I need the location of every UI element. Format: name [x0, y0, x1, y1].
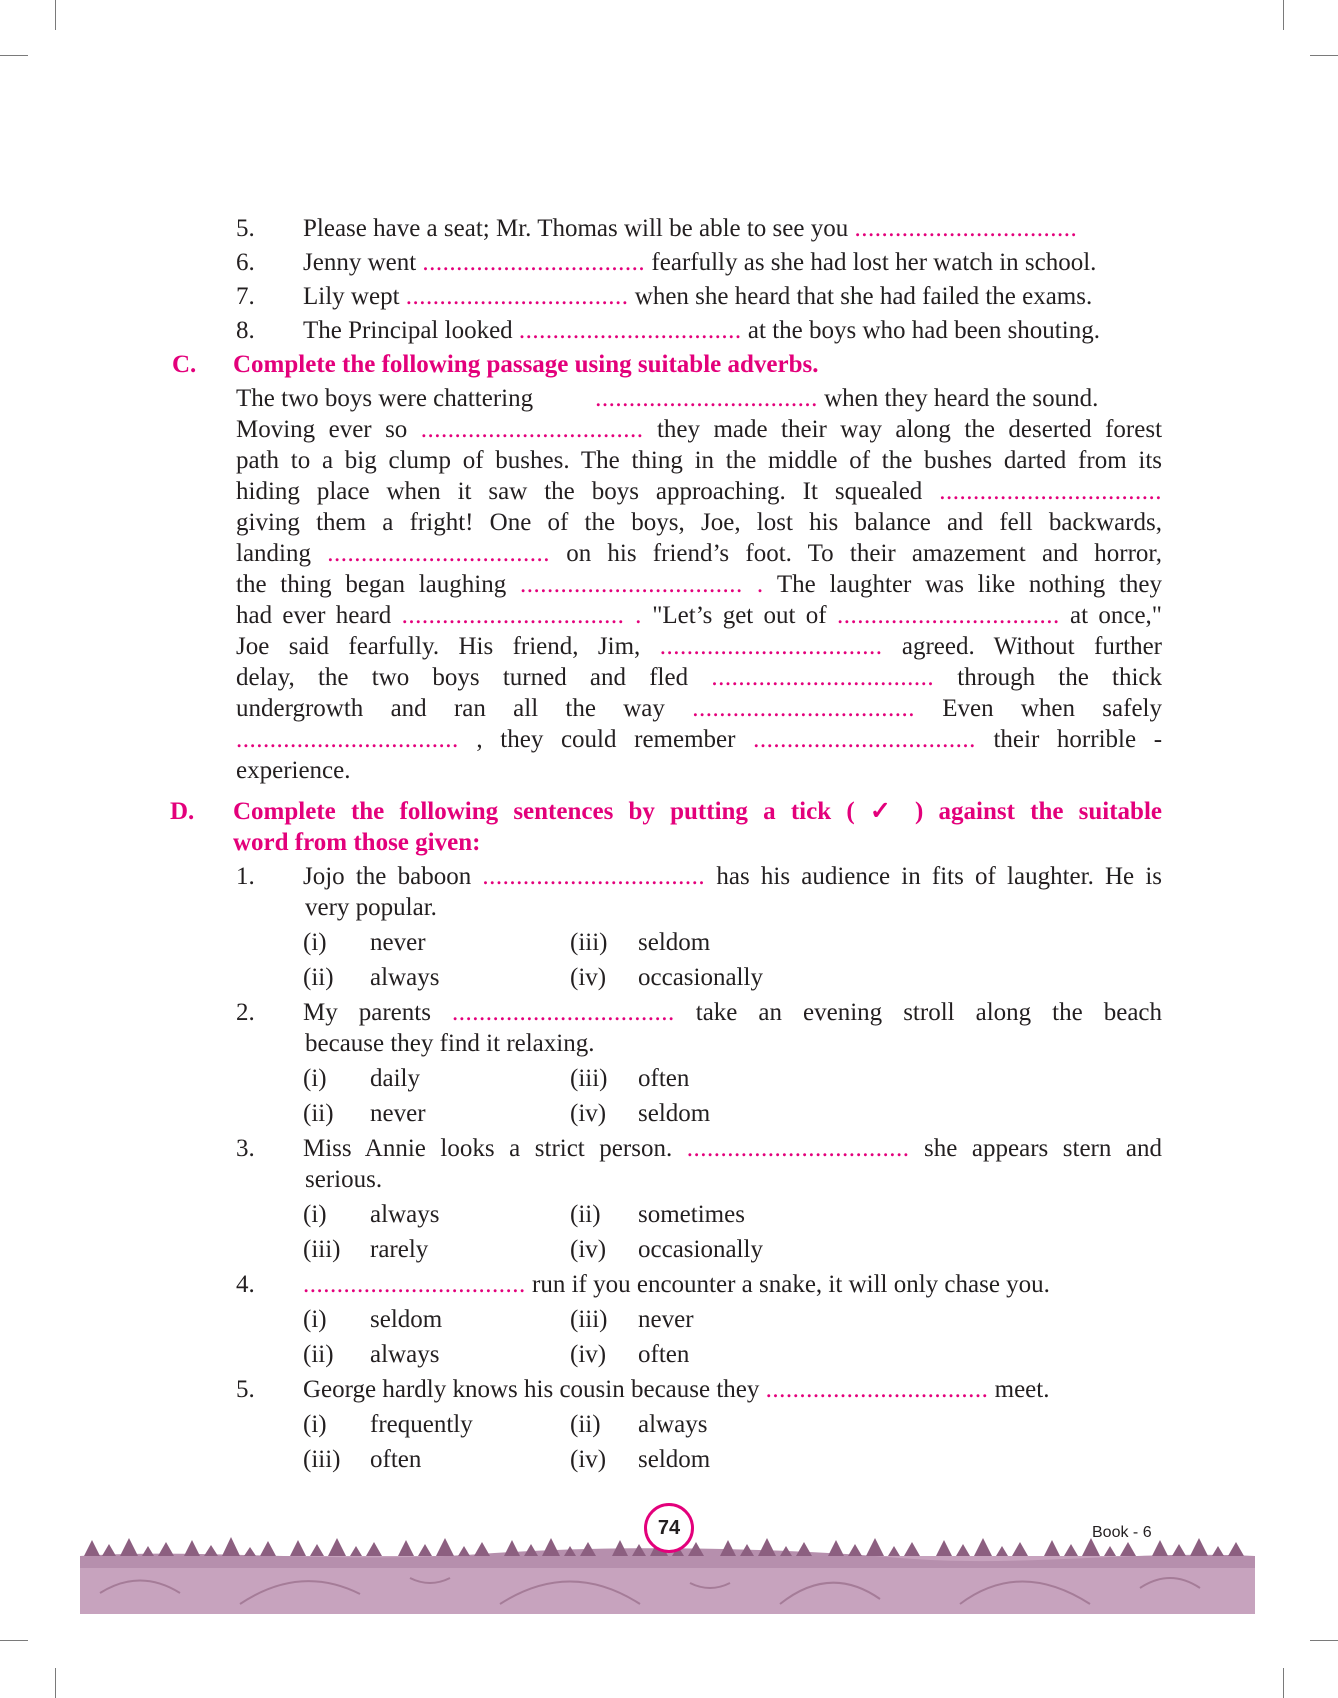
option-word[interactable]: seldom: [638, 1446, 711, 1473]
option-label: (iii): [570, 1065, 608, 1092]
option-label: (i): [303, 929, 327, 956]
sentence-text: when she heard that she had failed the exams.: [628, 283, 1093, 310]
answer-blank[interactable]: .................................: [482, 863, 706, 890]
question-text-cont: very popular.: [305, 894, 437, 921]
option-word[interactable]: always: [370, 964, 440, 991]
question-text-part: Jojo the baboon: [303, 863, 472, 890]
option-label: (ii): [303, 1100, 334, 1127]
passage-line: [236, 663, 1162, 693]
option-word[interactable]: seldom: [370, 1306, 443, 1333]
option-word[interactable]: always: [370, 1341, 440, 1368]
passage-line: [236, 415, 1162, 445]
item-number: 6.: [236, 249, 255, 276]
question-text-part: she appears stern and: [924, 1135, 1163, 1162]
passage-line: [236, 570, 1162, 600]
option-label: (i): [303, 1306, 327, 1333]
option-label: (i): [303, 1411, 327, 1438]
passage-text: delay, the two boys turned and fled: [236, 664, 689, 691]
passage-text: through the thick: [957, 664, 1163, 691]
answer-blank[interactable]: .................................: [422, 249, 646, 276]
option-label: (iv): [570, 1100, 607, 1127]
question-number: 4.: [236, 1271, 255, 1298]
option-word[interactable]: never: [638, 1306, 694, 1333]
section-d-title-cont: word from those given:: [233, 829, 481, 856]
passage-text: landing: [236, 540, 311, 567]
question-text-part: meet.: [994, 1376, 1050, 1403]
question-number: 3.: [236, 1135, 255, 1162]
option-label: (iii): [303, 1236, 341, 1263]
option-label: (iii): [303, 1446, 341, 1473]
option-word[interactable]: seldom: [638, 929, 711, 956]
option-word[interactable]: never: [370, 1100, 426, 1127]
crop-mark: [1310, 1640, 1338, 1641]
passage-line: [236, 725, 1162, 755]
option-word[interactable]: always: [370, 1201, 440, 1228]
passage-text: path to a big clump of bushes. The thing in the middle of the bushes darted from its: [236, 447, 1162, 474]
option-label: (ii): [570, 1411, 601, 1438]
option-word[interactable]: rarely: [370, 1236, 429, 1263]
sentence-text: Please have a seat; Mr. Thomas will be able to see you: [303, 215, 855, 242]
option-label: (iii): [570, 929, 608, 956]
passage-text: Even when safely: [942, 695, 1162, 722]
answer-blank[interactable]: ................................. .: [401, 602, 642, 629]
answer-blank[interactable]: .................................: [659, 633, 883, 660]
crop-mark: [1283, 0, 1284, 30]
question-number: 2.: [236, 999, 255, 1026]
passage-text: The two boys were chattering: [236, 385, 534, 412]
answer-blank[interactable]: .................................: [854, 215, 1078, 242]
option-label: (iv): [570, 1446, 607, 1473]
answer-blank[interactable]: .................................: [303, 1271, 526, 1298]
passage-text: undergrowth and ran all the way: [236, 695, 665, 722]
option-word[interactable]: seldom: [638, 1100, 711, 1127]
answer-blank[interactable]: ................................. .: [519, 571, 764, 598]
answer-blank[interactable]: .................................: [327, 540, 550, 567]
passage-line: [236, 539, 1162, 569]
passage-text: giving them a fright! One of the boys, Joe, lost his balance and fell backwards,: [236, 509, 1162, 536]
question-number: 1.: [236, 863, 255, 890]
answer-blank[interactable]: .................................: [236, 726, 459, 753]
question-text-part: Miss Annie looks a strict person.: [303, 1135, 673, 1162]
passage-text: experience.: [236, 757, 351, 784]
question-text-part: has his audience in fits of laughter. He is: [716, 863, 1163, 890]
option-word[interactable]: occasionally: [638, 1236, 763, 1263]
sentence-text: Jenny went: [303, 249, 423, 276]
option-word[interactable]: often: [370, 1446, 422, 1473]
answer-blank[interactable]: .................................: [836, 602, 1060, 629]
passage-text: The laughter was like nothing they: [776, 571, 1162, 598]
sentence-text: The Principal looked: [303, 317, 519, 344]
question-text: [303, 862, 1162, 892]
passage-text: on his friend’s foot. To their amazement and horror,: [566, 540, 1163, 567]
option-word[interactable]: never: [370, 929, 426, 956]
question-text: [303, 1270, 1050, 1300]
question-text-part: My parents: [303, 999, 431, 1026]
option-label: (iv): [570, 1341, 607, 1368]
option-word[interactable]: always: [638, 1411, 708, 1438]
sentence-text: at the boys who had been shouting.: [741, 317, 1100, 344]
crop-mark: [1283, 1668, 1284, 1698]
section-d-letter: D.: [170, 798, 195, 825]
option-label: (ii): [303, 964, 334, 991]
answer-blank[interactable]: .................................: [518, 317, 742, 344]
passage-text: agreed. Without further: [901, 633, 1163, 660]
passage-text: had ever heard: [236, 602, 392, 629]
passage-text: "Let’s get out of: [652, 602, 827, 629]
question-text: [303, 998, 1162, 1028]
option-label: (i): [303, 1065, 327, 1092]
option-word[interactable]: sometimes: [638, 1201, 745, 1228]
section-c-title: Complete the following passage using suitable adverbs.: [233, 351, 819, 378]
crop-mark: [55, 1668, 56, 1698]
question-text-part: George hardly knows his cousin because they: [303, 1376, 760, 1403]
passage-line: [236, 632, 1162, 662]
passage-line: [236, 756, 351, 786]
passage-line: [236, 508, 1162, 538]
question-number: 5.: [236, 1376, 255, 1403]
option-word[interactable]: frequently: [370, 1411, 473, 1438]
section-d-title: Complete the following sentences by putting a tick ( ✓ ) against the suitable: [233, 798, 1162, 825]
answer-blank[interactable]: .................................: [711, 664, 935, 691]
exercise-sentence: [303, 282, 1092, 312]
question-text-cont: serious.: [305, 1166, 383, 1193]
passage-text: when they heard the sound.: [824, 385, 1099, 412]
crop-mark: [1310, 55, 1338, 56]
option-label: (iii): [570, 1306, 608, 1333]
question-text: [303, 1375, 1049, 1405]
passage-text: the thing began laughing: [236, 571, 507, 598]
question-text-part: take an evening stroll along the beach: [695, 999, 1163, 1026]
question-text-part: run if you encounter a snake, it will only chase you.: [532, 1271, 1050, 1298]
option-label: (ii): [303, 1341, 334, 1368]
passage-text: they made their way along the deserted forest: [656, 416, 1163, 443]
answer-blank[interactable]: .................................: [692, 695, 915, 722]
option-word[interactable]: often: [638, 1065, 690, 1092]
option-word[interactable]: daily: [370, 1065, 420, 1092]
item-number: 7.: [236, 283, 255, 310]
sentence-text: Lily wept: [303, 283, 406, 310]
option-label: (iv): [570, 1236, 607, 1263]
passage-line: [236, 694, 1162, 724]
crop-mark: [0, 55, 28, 56]
answer-blank[interactable]: .................................: [765, 1376, 989, 1403]
answer-blank[interactable]: .................................: [753, 726, 976, 753]
passage-text: , they could remember: [476, 726, 736, 753]
option-label: (ii): [570, 1201, 601, 1228]
passage-text: their horrible -: [993, 726, 1163, 753]
passage-text: Joe said fearfully. His friend, Jim,: [236, 633, 641, 660]
section-c-letter: C.: [172, 351, 197, 378]
answer-blank[interactable]: .................................: [939, 478, 1162, 505]
page-number-badge: 74: [644, 1503, 694, 1553]
book-label: Book - 6: [1092, 1524, 1152, 1541]
question-text-cont: because they find it relaxing.: [305, 1030, 595, 1057]
answer-blank[interactable]: .................................: [405, 283, 629, 310]
answer-blank[interactable]: .................................: [420, 416, 644, 443]
crop-mark: [0, 1640, 28, 1641]
sentence-text: fearfully as she had lost her watch in school.: [645, 249, 1097, 276]
passage-text: hiding place when it saw the boys approaching. It squealed: [236, 478, 923, 505]
passage-text: Moving ever so: [236, 416, 408, 443]
passage-line: [236, 446, 1162, 476]
option-word[interactable]: occasionally: [638, 964, 763, 991]
item-number: 8.: [236, 317, 255, 344]
exercise-sentence: [303, 248, 1096, 278]
option-label: (i): [303, 1201, 327, 1228]
item-number: 5.: [236, 215, 255, 242]
exercise-sentence: [303, 214, 1077, 244]
passage-line: [236, 384, 1162, 414]
passage-line: [236, 477, 1162, 507]
option-word[interactable]: often: [638, 1341, 690, 1368]
option-label: (iv): [570, 964, 607, 991]
answer-blank[interactable]: .................................: [595, 385, 818, 412]
passage-text: at once,": [1070, 602, 1162, 629]
passage-line: [236, 601, 1162, 631]
exercise-sentence: [303, 316, 1100, 346]
crop-mark: [55, 0, 56, 30]
answer-blank[interactable]: .................................: [451, 999, 675, 1026]
answer-blank[interactable]: .................................: [686, 1135, 910, 1162]
question-text: [303, 1134, 1162, 1164]
